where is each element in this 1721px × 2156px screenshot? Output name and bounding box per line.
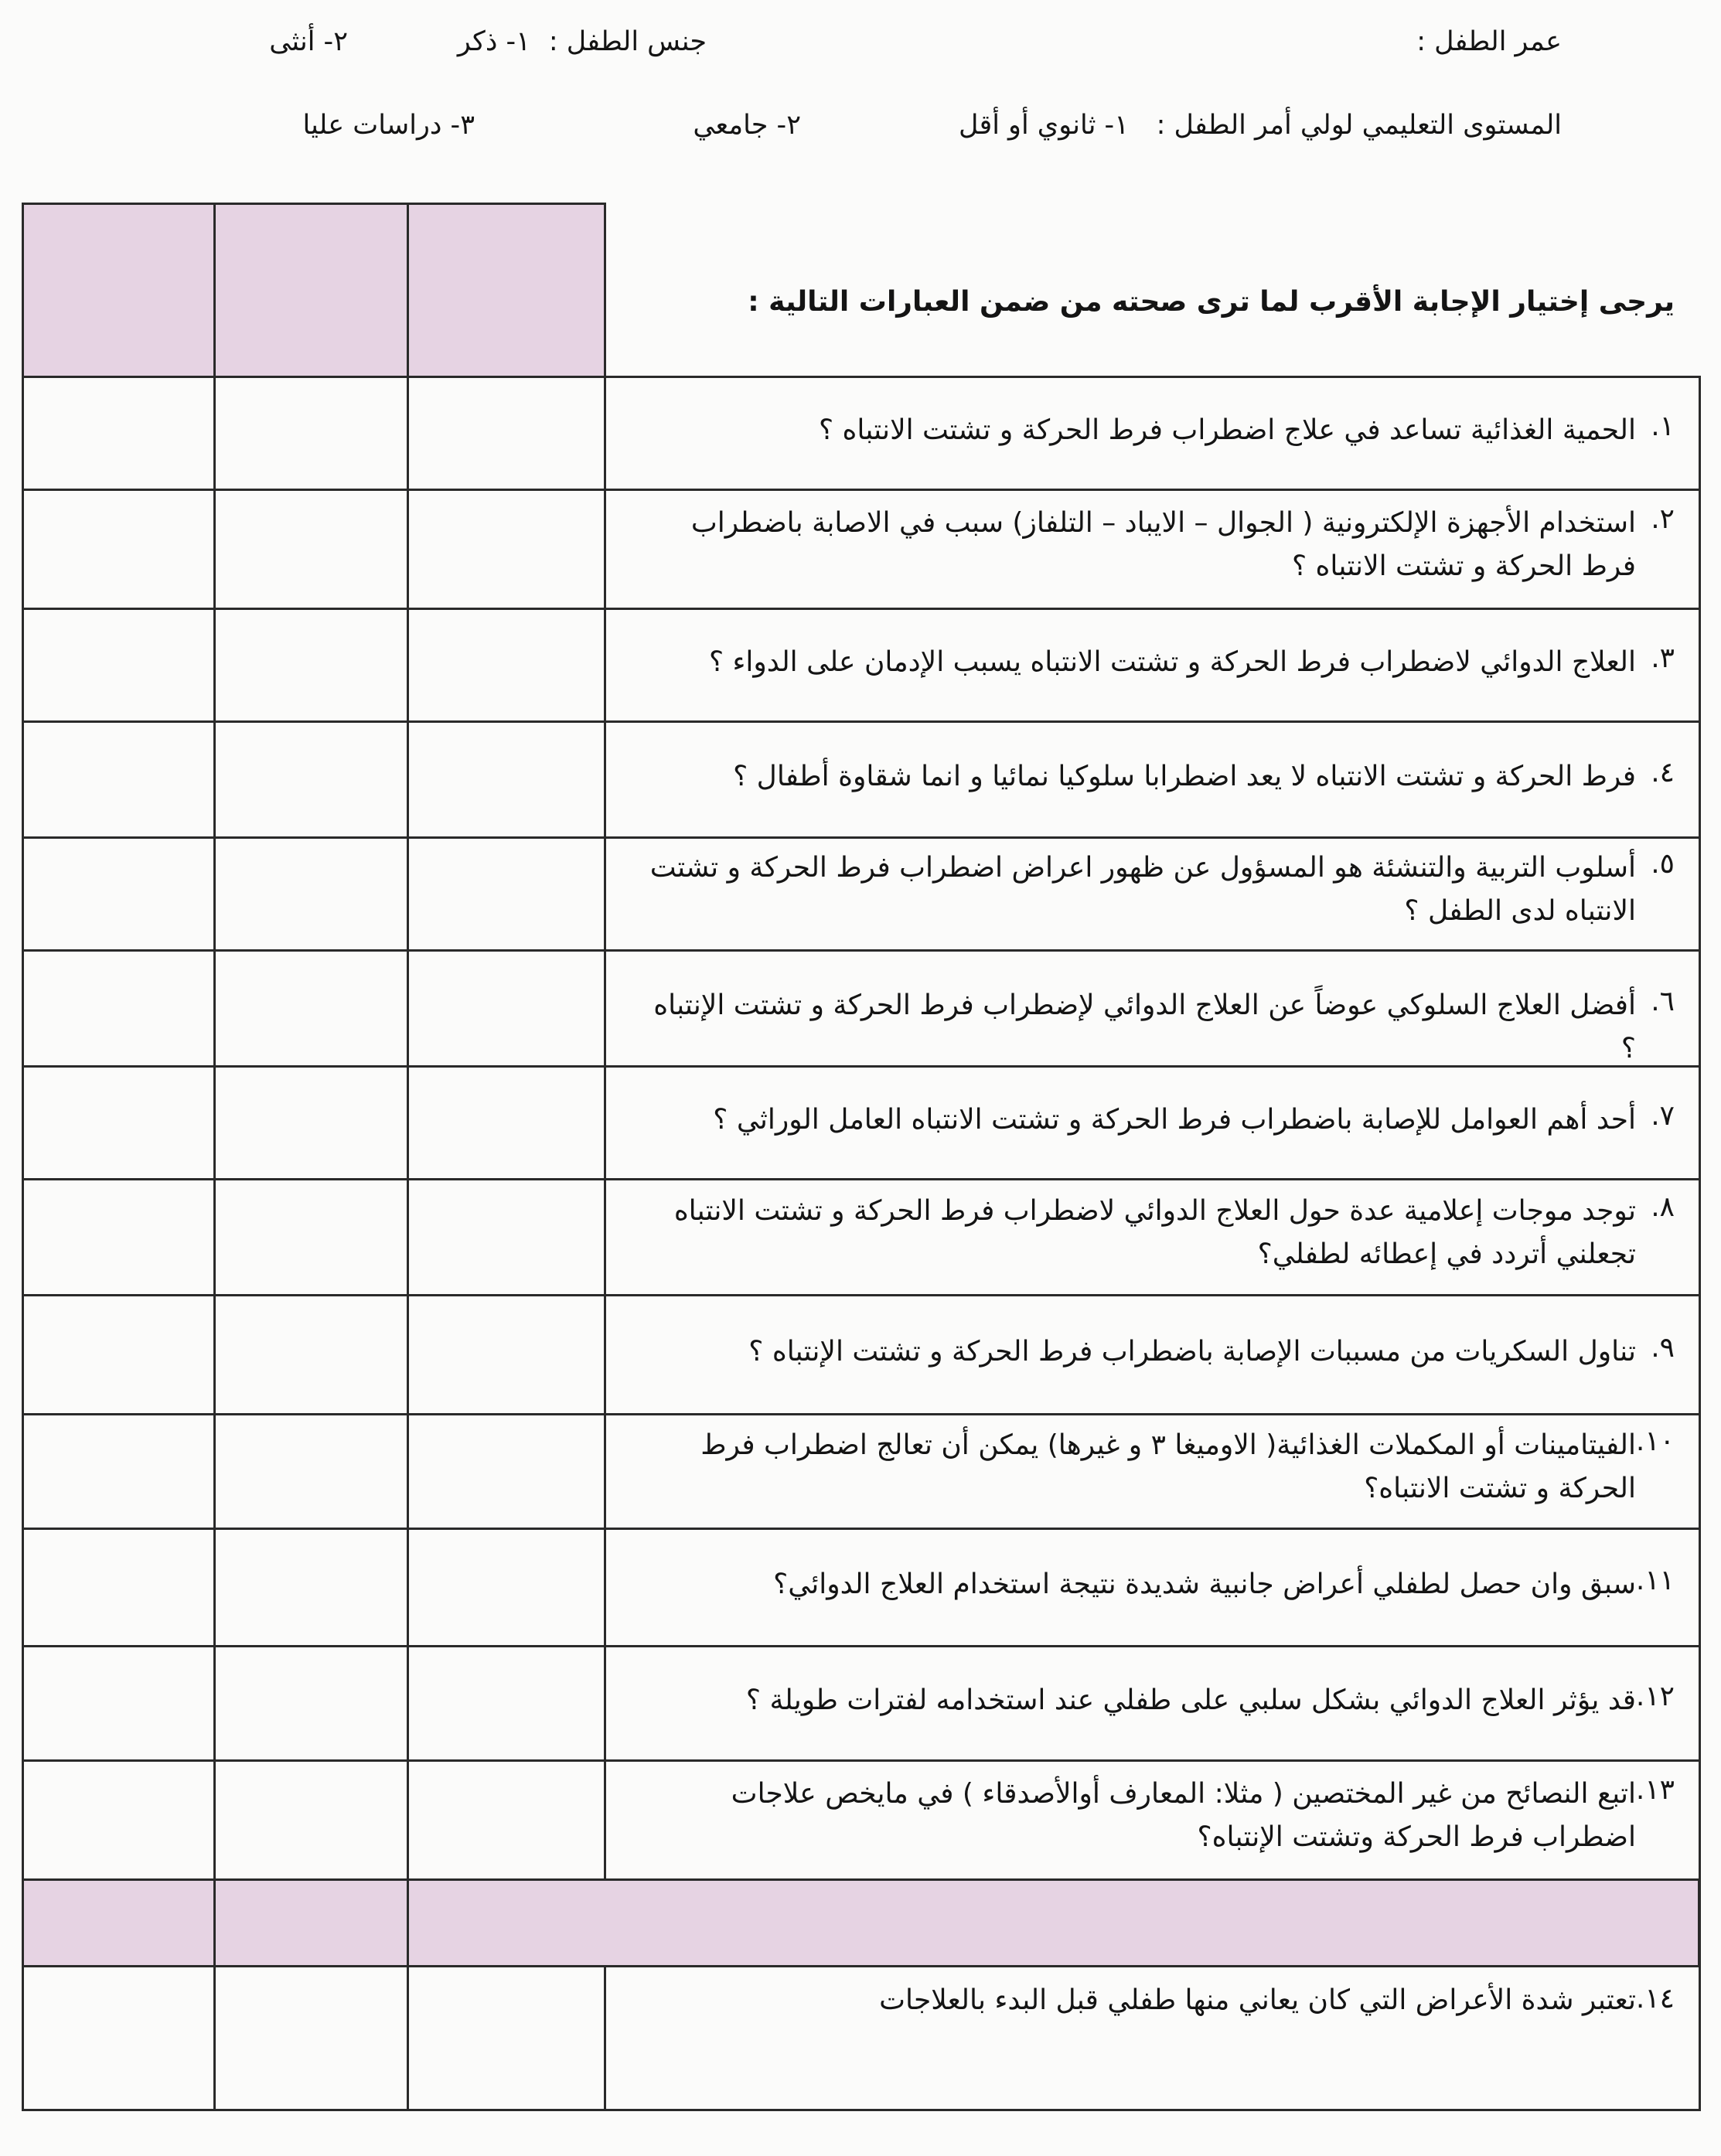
severity-header-cell	[22, 1878, 216, 1967]
answer-cell-q9-disagree[interactable]	[213, 1294, 409, 1415]
answer-cell-q5-disagree[interactable]	[213, 836, 409, 952]
answer-cell-q13-dont-know[interactable]	[22, 1759, 216, 1881]
answer-cell-q5-agree[interactable]	[407, 836, 606, 952]
child-gender-label: جنس الطفل :	[548, 26, 707, 57]
row-divider	[604, 1413, 1699, 1415]
question-7-text: أحد أهم العوامل للإصابة باضطراب فرط الحركة و تشتت الانتباه العامل الوراثي ؟	[713, 1104, 1636, 1136]
answer-cell-q12-dont-know[interactable]	[22, 1645, 216, 1762]
answer-cell-q12-disagree[interactable]	[213, 1645, 409, 1762]
row-divider	[604, 1294, 1699, 1296]
child-age-label: عمر الطفل :	[1416, 26, 1562, 57]
answer-cell-q10-disagree[interactable]	[213, 1413, 409, 1530]
row-divider	[604, 376, 1699, 378]
answer-cell-q2-agree[interactable]	[407, 489, 606, 610]
answer-cell-q13-agree[interactable]	[407, 1759, 606, 1881]
header-cell-disagree	[213, 203, 409, 378]
answer-cell-q6-disagree[interactable]	[213, 949, 409, 1068]
answer-cell-q3-disagree[interactable]	[213, 608, 409, 723]
answer-cell-q13-disagree[interactable]	[213, 1759, 409, 1881]
question-13-number: ١٣.	[1635, 1774, 1675, 1806]
answer-cell-q1-disagree[interactable]	[213, 376, 409, 491]
answer-cell-q14-severe[interactable]	[407, 1965, 606, 2111]
answer-cell-q1-dont-know[interactable]	[22, 376, 216, 491]
answer-cell-q2-dont-know[interactable]	[22, 489, 216, 610]
question-10-number: ١٠.	[1635, 1425, 1675, 1457]
row-divider	[604, 1645, 1699, 1647]
question-14-number: ١٤.	[1635, 1983, 1675, 2015]
severity-header-cell	[407, 1878, 606, 1967]
table-right-border	[1699, 376, 1701, 2111]
question-9-text: تناول السكريات من مسببات الإصابة باضطراب فرط الحركة و تشتت الإنتباه ؟	[748, 1336, 1636, 1368]
row-divider	[604, 949, 1699, 952]
answer-cell-q3-agree[interactable]	[407, 608, 606, 723]
row-divider	[604, 608, 1699, 610]
row-divider	[604, 1759, 1699, 1762]
answer-cell-q10-agree[interactable]	[407, 1413, 606, 1530]
answer-cell-q11-agree[interactable]	[407, 1528, 606, 1647]
row-divider	[604, 1528, 1699, 1530]
answer-cell-q7-agree[interactable]	[407, 1065, 606, 1180]
question-1-number: ١.	[1651, 410, 1675, 442]
answer-cell-q1-agree[interactable]	[407, 376, 606, 491]
education-option-university[interactable]: ٢- جامعي	[693, 110, 801, 141]
answer-cell-q11-disagree[interactable]	[213, 1528, 409, 1647]
question-6-text: أفضل العلاج السلوكي عوضاً عن العلاج الدوائي لإضطراب فرط الحركة و تشتت الإنتباه ؟	[653, 989, 1636, 1064]
answer-cell-q9-agree[interactable]	[407, 1294, 606, 1415]
question-2-text: استخدام الأجهزة الإلكترونية ( الجوال – الايباد – التلفاز) سبب في الاصابة باضطراب فرط الحركة و تشتت الانتباه ؟	[690, 507, 1636, 582]
answer-cell-q14-moderate[interactable]	[213, 1965, 409, 2111]
answer-cell-q5-dont-know[interactable]	[22, 836, 216, 952]
row-divider	[604, 489, 1699, 491]
question-12-text: قد يؤثر العلاج الدوائي بشكل سلبي على طفلي عند استخدامه لفترات طويلة ؟	[745, 1684, 1636, 1716]
question-14-text: تعتبر شدة الأعراض التي كان يعاني منها طفلي قبل البدء بالعلاجات	[879, 1984, 1636, 2016]
row-divider	[604, 836, 1699, 839]
answer-cell-q8-agree[interactable]	[407, 1178, 606, 1296]
answer-cell-q12-agree[interactable]	[407, 1645, 606, 1762]
answer-cell-q7-disagree[interactable]	[213, 1065, 409, 1180]
question-11-number: ١١.	[1635, 1565, 1675, 1596]
question-11-text: سبق وان حصل لطفلي أعراض جانبية شديدة نتيجة استخدام العلاج الدوائي؟	[773, 1568, 1636, 1600]
question-2-number: ٢.	[1651, 503, 1675, 535]
question-3-number: ٣.	[1651, 642, 1675, 674]
question-7-number: ٧.	[1651, 1100, 1675, 1132]
question-13-text: اتبع النصائح من غير المختصين ( مثلا: المعارف أوالأصدقاء ) في مايخص علاجات اضطراب فرط الحركة وتشتت الإنتباه؟	[731, 1778, 1636, 1853]
header-cell-dont-know	[22, 203, 216, 378]
answer-cell-q14-mild[interactable]	[22, 1965, 216, 2111]
row-divider	[604, 1178, 1699, 1180]
education-option-postgraduate[interactable]: ٣- دراسات عليا	[302, 110, 475, 141]
header-cell-agree	[407, 203, 606, 378]
question-1-text: الحمية الغذائية تساعد في علاج اضطراب فرط الحركة و تشتت الانتباه ؟	[818, 414, 1636, 446]
question-9-number: ٩.	[1651, 1332, 1675, 1364]
answer-cell-q11-dont-know[interactable]	[22, 1528, 216, 1647]
question-4-number: ٤.	[1651, 757, 1675, 788]
question-5-number: ٥.	[1651, 848, 1675, 880]
question-8-text: توجد موجات إعلامية عدة حول العلاج الدوائي لاضطراب فرط الحركة و تشتت الانتباه تجعلني أتردد في إعطائه لطفلي؟	[673, 1195, 1636, 1270]
answer-cell-q3-dont-know[interactable]	[22, 608, 216, 723]
education-option-secondary[interactable]: ١- ثانوي أو أقل	[958, 110, 1129, 141]
answer-cell-q6-agree[interactable]	[407, 949, 606, 1068]
answer-cell-q8-disagree[interactable]	[213, 1178, 409, 1296]
question-12-number: ١٢.	[1635, 1681, 1675, 1712]
question-5-text: أسلوب التربية والتنشئة هو المسؤول عن ظهور اعراض اضطراب فرط الحركة و تشتت الانتباه لدى الطفل ؟	[649, 852, 1636, 927]
question-4-text: فرط الحركة و تشتت الانتباه لا يعد اضطرابا سلوكيا نمائيا و انما شقاوة أطفال ؟	[733, 761, 1636, 792]
question-10-text: الفيتامينات أو المكملات الغذائية( الاوميغا ٣ و غيرها) يمكن أن تعالج اضطراب فرط الحركة و تشتت الانتباه؟	[700, 1429, 1636, 1504]
answer-cell-q9-dont-know[interactable]	[22, 1294, 216, 1415]
question-3-text: العلاج الدوائي لاضطراب فرط الحركة و تشتت الانتباه يسبب الإدمان على الدواء ؟	[708, 646, 1636, 678]
question-6-number: ٦.	[1651, 986, 1675, 1017]
row-divider	[604, 2109, 1699, 2111]
gender-option-male[interactable]: ١- ذكر	[457, 26, 530, 57]
severity-header-band	[604, 1878, 1700, 1967]
answer-cell-q6-dont-know[interactable]	[22, 949, 216, 1068]
severity-header-cell	[213, 1878, 409, 1967]
question-8-number: ٨.	[1651, 1191, 1675, 1223]
answer-cell-q7-dont-know[interactable]	[22, 1065, 216, 1180]
instruction-text: يرجى إختيار الإجابة الأقرب لما ترى صحته من ضمن العبارات التالية :	[748, 286, 1675, 318]
answer-cell-q4-agree[interactable]	[407, 720, 606, 839]
answer-cell-q4-dont-know[interactable]	[22, 720, 216, 839]
answer-cell-q10-dont-know[interactable]	[22, 1413, 216, 1530]
gender-option-female[interactable]: ٢- أنثى	[269, 26, 348, 57]
row-divider	[604, 720, 1699, 723]
parent-education-label: المستوى التعليمي لولي أمر الطفل :	[1156, 110, 1562, 141]
answer-cell-q4-disagree[interactable]	[213, 720, 409, 839]
answer-cell-q8-dont-know[interactable]	[22, 1178, 216, 1296]
answer-cell-q2-disagree[interactable]	[213, 489, 409, 610]
